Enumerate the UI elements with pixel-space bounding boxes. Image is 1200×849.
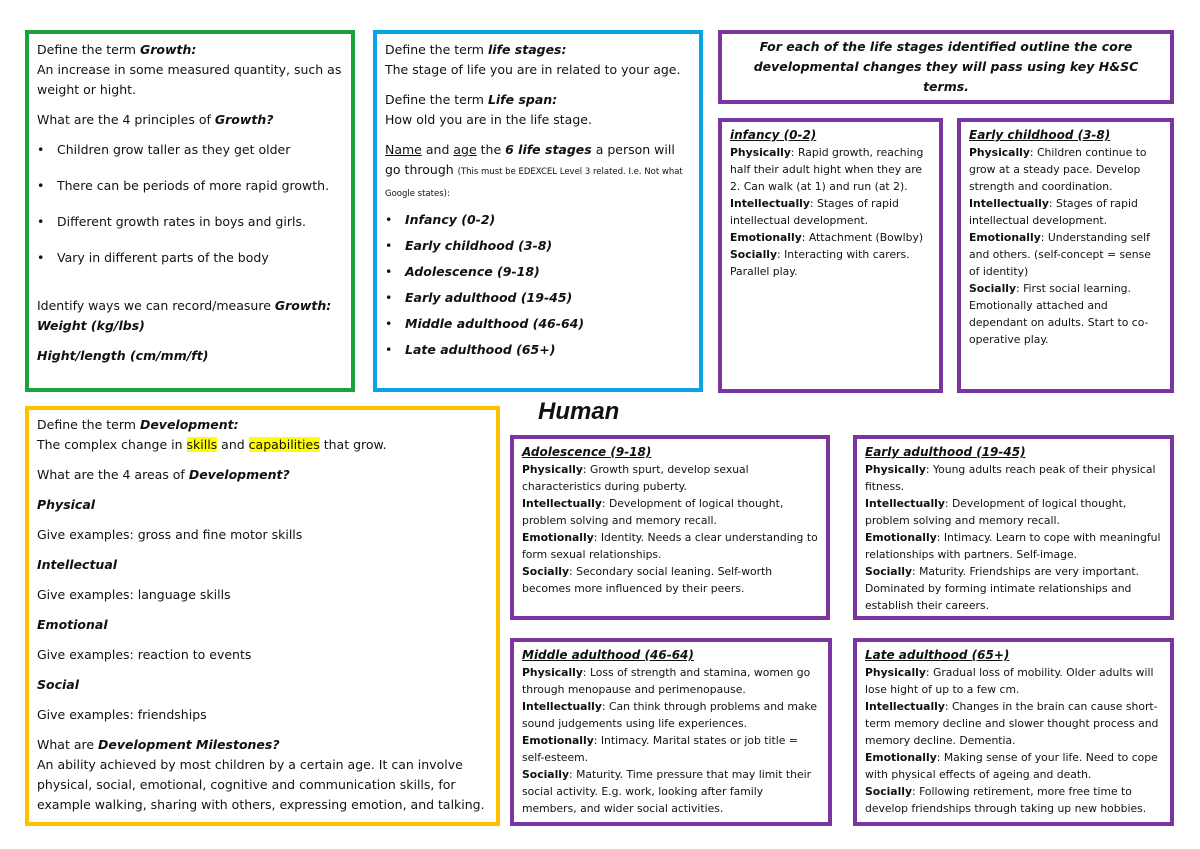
life-stage-item: • Infancy (0-2) <box>385 212 496 227</box>
middle-adulthood-physically: Physically: Loss of strength and stamina, women go through menopause and perimenopause. <box>522 666 811 696</box>
development-areas-question: What are the 4 areas of Development? <box>37 467 290 482</box>
development-area-name: Emotional <box>37 617 108 632</box>
life-span-define-line: Define the term Life span: <box>385 92 558 107</box>
life-stage-item: • Early adulthood (19-45) <box>385 290 573 305</box>
overlay-heading: Human <box>538 398 620 425</box>
early-childhood-title: Early childhood (3-8) <box>969 128 1111 142</box>
development-area-example: Give examples: gross and fine motor skills <box>37 527 303 542</box>
development-define-line: Define the term Development: <box>37 417 239 432</box>
growth-principle: • Children grow taller as they get older <box>37 142 291 157</box>
life-stages-definition: The stage of life you are in related to your age. <box>385 62 681 77</box>
early-childhood-card <box>957 118 1174 393</box>
growth-principles-question: What are the 4 principles of Growth? <box>37 112 274 127</box>
late-adulthood-socially: Socially: Following retirement, more free time to develop friendships through taking up new hobbies. <box>865 785 1147 815</box>
middle-adulthood-intellectually: Intellectually: Can think through problems and make sound judgements using life experiences. <box>522 700 817 730</box>
growth-measure-height: Hight/length (cm/mm/ft) <box>37 348 209 363</box>
early-adulthood-physically: Physically: Young adults reach peak of their physical fitness. <box>865 463 1156 493</box>
growth-principle: • Different growth rates in boys and girls. <box>37 214 306 229</box>
growth-definition: An increase in some measured quantity, such as weight or hight. <box>37 62 342 97</box>
growth-principle: • Vary in different parts of the body <box>37 250 269 265</box>
infancy-socially: Socially: Interacting with carers. Parallel play. <box>730 248 910 278</box>
development-area-name: Physical <box>37 497 96 512</box>
life-stage-item: • Late adulthood (65+) <box>385 342 556 357</box>
development-box <box>25 406 500 826</box>
early-childhood-emotionally: Emotionally: Understanding self and others. (self-concept = sense of identity) <box>969 231 1151 278</box>
development-area-example: Give examples: friendships <box>37 707 207 722</box>
development-area-name: Social <box>37 677 80 692</box>
adolescence-emotionally: Emotionally: Identity. Needs a clear understanding to form sexual relationships. <box>522 531 818 561</box>
development-definition: The complex change in skills and capabilities that grow. <box>37 437 387 452</box>
early-adulthood-title: Early adulthood (19-45) <box>865 445 1026 459</box>
development-milestones-question: What are Development Milestones? <box>37 737 280 752</box>
growth-measure-weight: Weight (kg/lbs) <box>37 318 145 333</box>
life-span-definition: How old you are in the life stage. <box>385 112 592 127</box>
life-stages-question: Name and age the 6 life stages a person will go through (This must be EDEXCEL Level 3 related. I.e. Not what Google states): <box>385 142 683 199</box>
life-stage-item: • Adolescence (9-18) <box>385 264 540 279</box>
development-milestones-definition: An ability achieved by most children by a certain age. It can involve physical, social, emotional, cognitive and communication skills, for example walking, sharing with others, expressing emotion, and talking. <box>37 757 485 812</box>
infancy-intellectually: Intellectually: Stages of rapid intellectual development. <box>730 197 899 227</box>
adolescence-socially: Socially: Secondary social leaning. Self-worth becomes more influenced by their peers. <box>522 565 773 595</box>
early-childhood-physically: Physically: Children continue to grow at a steady pace. Develop strength and coordination. <box>969 146 1147 193</box>
middle-adulthood-card <box>510 638 832 826</box>
late-adulthood-emotionally: Emotionally: Making sense of your life. Need to cope with physical effects of ageing and death. <box>865 751 1158 781</box>
middle-adulthood-socially: Socially: Maturity. Time pressure that may limit their social activity. E.g. work, looking after family members, and wider social activities. <box>522 768 812 815</box>
growth-principle: • There can be periods of more rapid growth. <box>37 178 330 193</box>
infancy-title: infancy (0-2) <box>730 128 817 142</box>
early-childhood-socially: Socially: First social learning. Emotionally attached and dependant on adults. Start to co-operative play. <box>969 282 1149 346</box>
late-adulthood-title: Late adulthood (65+) <box>865 648 1010 662</box>
early-adulthood-intellectually: Intellectually: Development of logical thought, problem solving and memory recall. <box>865 497 1127 527</box>
life-stages-box <box>373 30 703 392</box>
middle-adulthood-title: Middle adulthood (46-64) <box>522 648 694 662</box>
life-stage-item: • Middle adulthood (46-64) <box>385 316 585 331</box>
development-area-example: Give examples: reaction to events <box>37 647 252 662</box>
development-area-example: Give examples: language skills <box>37 587 231 602</box>
late-adulthood-intellectually: Intellectually: Changes in the brain can cause short-term memory decline and slower thought process and memory decline. Dementia. <box>865 700 1159 747</box>
early-adulthood-socially: Socially: Maturity. Friendships are very important. Dominated by forming intimate relationships and establish their careers. <box>865 565 1140 612</box>
early-adulthood-card <box>853 435 1174 620</box>
development-area-name: Intellectual <box>37 557 118 572</box>
growth-box <box>25 30 355 392</box>
instruction-text: For each of the life stages identified outline the core developmental changes they will pass using key H&SC terms. <box>753 39 1139 94</box>
life-stage-item: • Early childhood (3-8) <box>385 238 553 253</box>
infancy-emotionally: Emotionally: Attachment (Bowlby) <box>730 231 924 244</box>
early-childhood-intellectually: Intellectually: Stages of rapid intellectual development. <box>969 197 1138 227</box>
adolescence-physically: Physically: Growth spurt, develop sexual characteristics during puberty. <box>522 463 749 493</box>
adolescence-title: Adolescence (9-18) <box>522 445 652 459</box>
adolescence-intellectually: Intellectually: Development of logical thought, problem solving and memory recall. <box>522 497 784 527</box>
late-adulthood-card <box>853 638 1174 826</box>
middle-adulthood-emotionally: Emotionally: Intimacy. Marital states or job title = self-esteem. <box>522 734 798 764</box>
instruction-banner <box>718 30 1174 104</box>
adolescence-card <box>510 435 830 620</box>
late-adulthood-physically: Physically: Gradual loss of mobility. Older adults will lose hight of up to a few cm. <box>865 666 1154 696</box>
growth-record-question: Identify ways we can record/measure Growth: <box>37 298 332 313</box>
infancy-card <box>718 118 943 393</box>
life-stages-define-line: Define the term life stages: <box>385 42 567 57</box>
early-adulthood-emotionally: Emotionally: Intimacy. Learn to cope with meaningful relationships with partners. Self-image. <box>865 531 1161 561</box>
growth-define-line: Define the term Growth: <box>37 42 197 57</box>
infancy-physically: Physically: Rapid growth, reaching half their adult hight when they are 2. Can walk (at 1) and run (at 2). <box>730 146 924 193</box>
